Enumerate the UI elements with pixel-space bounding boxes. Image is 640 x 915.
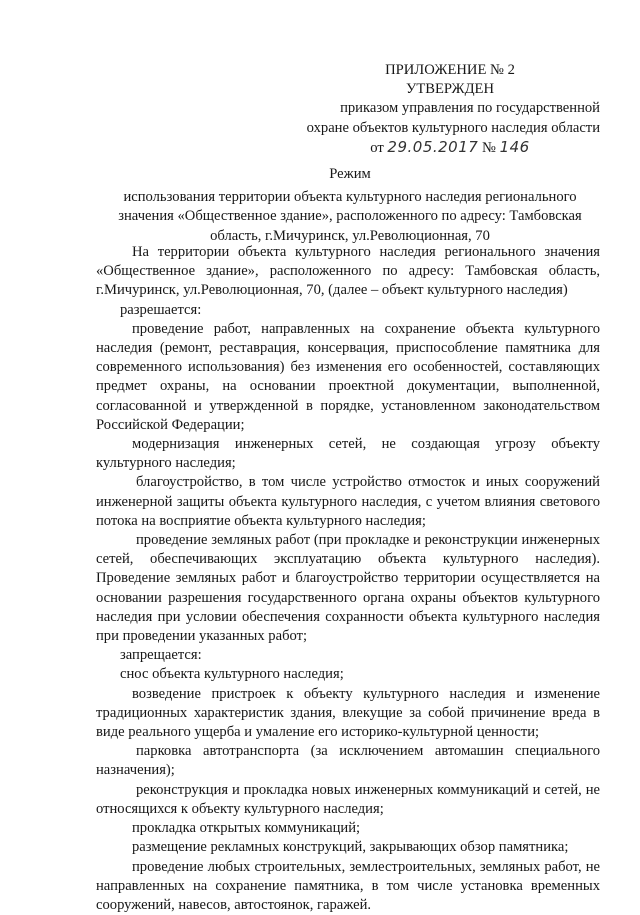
prohibited-item: реконструкция и прокладка новых инженерных коммуникаций и сетей, не относящихся к объекту культурного наследия; [96,781,600,819]
permitted-heading: разрешается: [96,301,600,320]
prohibited-item: возведение пристроек к объекту культурного наследия и изменение традиционных характеристик здания, влекущие за собой причинение вреда в виде реального ущерба и умаление его историко-культурной ценности; [96,685,600,743]
document-heading [100,165,600,246]
handwritten-number: 146 [500,138,530,156]
approval-block [300,61,600,158]
document-body [96,243,600,915]
prohibited-item: парковка автотранспорта (за исключением автомашин специального назначения); [96,742,600,780]
document-subtitle-line-3: область, г.Мичуринск, ул.Революционная, 70 [100,227,600,246]
permitted-item: модернизация инженерных сетей, не создающая угрозу объекту культурного наследия; [96,435,600,473]
prohibited-item: прокладка открытых коммуникаций; [96,819,600,838]
handwritten-date: 29.05.2017 [387,138,478,156]
number-prefix: № [482,140,496,156]
prohibited-item: размещение рекламных конструкций, закрывающих обзор памятника; [96,838,600,857]
permitted-item: проведение земляных работ (при прокладке и реконструкции инженерных сетей, обеспечивающих эксплуатацию объекта культурного наследия). Проведение земляных работ и благоустройство территории осуществляется на основании разрешения государственного органа охраны объектов культурного наследия при условии обеспечения сохранности объекта культурного наследия при проведении указанных работ; [96,531,600,646]
prohibited-item: снос объекта культурного наследия; [96,665,600,684]
permitted-item: благоустройство, в том числе устройство отмосток и иных сооружений инженерной защиты объекта культурного наследия, с учетом влияния светового потока на восприятие объекта культурного наследия; [96,473,600,531]
order-date-line [300,138,600,158]
date-prefix: от [370,140,383,156]
intro-paragraph: На территории объекта культурного наследия регионального значения «Общественное здание», расположенного по адресу: Тамбовская область, г.Мичуринск, ул.Революционная, 70, (далее – объект культурного наследия) [96,243,600,301]
prohibited-heading: запрещается: [96,646,600,665]
prohibited-item: проведение любых строительных, землестроительных, земляных работ, не направленных на сохранение памятника, в том числе установка временных сооружений, навесов, автостоянок, гаражей. [96,858,600,915]
order-line-2: охране объектов культурного наследия области [300,119,600,138]
order-line-1: приказом управления по государственной [300,99,600,118]
document-subtitle-line-2: значения «Общественное здание», расположенного по адресу: Тамбовская [100,207,600,226]
permitted-item: проведение работ, направленных на сохранение объекта культурного наследия (ремонт, реставрация, консервация, приспособление памятника для современного использования) без изменения его особенностей, составляющих предмет охраны, на основании проектной документации, выполненной, согласованной и утвержденной в порядке, установленном законодательством Российской Федерации; [96,320,600,435]
appendix-number: ПРИЛОЖЕНИЕ № 2 [300,61,600,80]
approved-label: УТВЕРЖДЕН [300,80,600,99]
document-title: Режим [100,165,600,184]
document-subtitle-line-1: использования территории объекта культурного наследия регионального [100,188,600,207]
